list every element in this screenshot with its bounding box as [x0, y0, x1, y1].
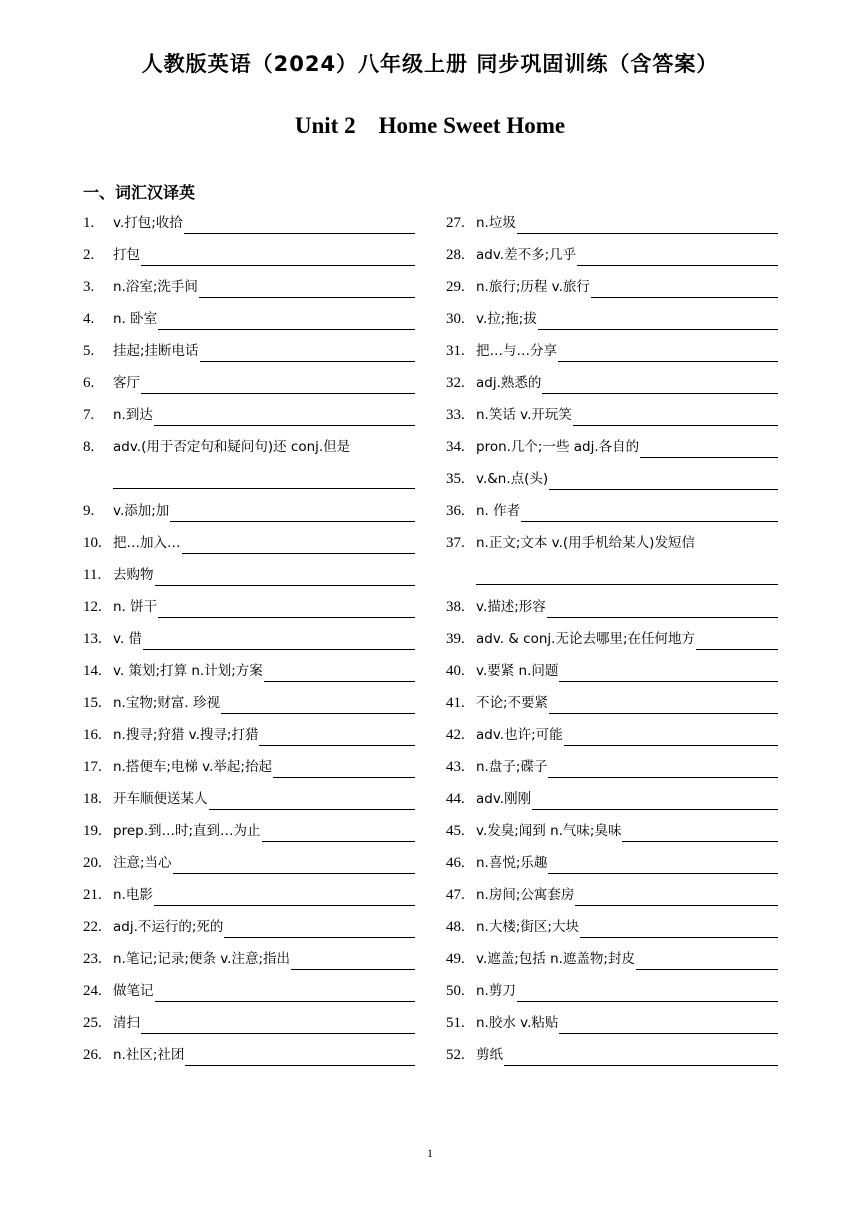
vocab-item — [83, 756, 415, 788]
item-content — [113, 244, 415, 266]
item-number: 11. — [83, 567, 102, 583]
item-content — [476, 788, 778, 810]
item-number: 27. — [446, 215, 465, 231]
item-number: 51. — [446, 1015, 465, 1031]
vocab-item — [446, 244, 778, 276]
section-heading: 一、词汇汉译英 — [83, 183, 196, 202]
answer-blank[interactable] — [262, 823, 415, 842]
vocab-item — [83, 788, 415, 820]
item-prompt: v.发臭;闻到 n.气味;臭味 — [476, 823, 622, 839]
item-content — [113, 628, 415, 650]
item-content — [113, 724, 415, 746]
item-number: 35. — [446, 471, 465, 487]
item-number: 12. — [83, 599, 102, 615]
answer-blank[interactable] — [521, 503, 778, 522]
item-number: 32. — [446, 375, 465, 391]
item-prompt: adv.差不多;几乎 — [476, 247, 577, 263]
item-prompt: n.搭便车;电梯 v.举起;抬起 — [113, 759, 272, 775]
vocab-item — [446, 820, 778, 852]
item-number: 45. — [446, 823, 465, 839]
vocab-item — [83, 308, 415, 340]
item-prompt: 挂起;挂断电话 — [113, 343, 199, 359]
item-prompt: v.遮盖;包括 n.遮盖物;封皮 — [476, 951, 635, 967]
answer-blank[interactable] — [141, 247, 415, 266]
item-prompt: 做笔记 — [113, 983, 154, 999]
item-number: 17. — [83, 759, 102, 775]
item-prompt: 清扫 — [113, 1015, 140, 1031]
item-content — [476, 308, 778, 330]
item-content — [476, 404, 778, 426]
item-prompt: n. 作者 — [476, 503, 521, 519]
item-content — [476, 340, 778, 362]
vocab-item — [83, 212, 415, 244]
item-number: 46. — [446, 855, 465, 871]
item-number: 14. — [83, 663, 102, 679]
item-prompt: n.笔记;记录;便条 v.注意;指出 — [113, 951, 291, 967]
item-prompt: prep.到…时;直到…为止 — [113, 823, 261, 839]
answer-blank[interactable] — [170, 503, 415, 522]
item-content — [113, 948, 415, 970]
vocab-item — [83, 884, 415, 916]
vocab-item — [446, 788, 778, 820]
item-prompt: v.&n.点(头) — [476, 471, 549, 487]
item-prompt: n.到达 — [113, 407, 153, 423]
item-prompt: n.旅行;历程 v.旅行 — [476, 279, 590, 295]
item-number: 13. — [83, 631, 102, 647]
item-number: 44. — [446, 791, 465, 807]
answer-blank[interactable] — [141, 375, 415, 394]
item-prompt: adv.(用于否定句和疑问句)还 conj.但是 — [113, 439, 351, 455]
item-number: 16. — [83, 727, 102, 743]
item-prompt: adj.熟悉的 — [476, 375, 542, 391]
item-content — [113, 564, 415, 586]
item-number: 37. — [446, 535, 465, 551]
answer-blank[interactable] — [547, 599, 778, 618]
vocab-item — [83, 1044, 415, 1076]
item-number: 30. — [446, 311, 465, 327]
item-number: 22. — [83, 919, 102, 935]
item-content — [476, 244, 778, 266]
item-number: 26. — [83, 1047, 102, 1063]
vocab-item — [446, 308, 778, 340]
vocab-item — [83, 852, 415, 884]
vocab-item — [446, 980, 778, 1012]
item-content — [113, 212, 415, 234]
answer-blank[interactable] — [532, 791, 778, 810]
item-content — [113, 436, 415, 458]
answer-blank[interactable] — [573, 407, 778, 426]
answer-blank[interactable] — [154, 887, 415, 906]
answer-blank[interactable] — [173, 855, 415, 874]
answer-blank[interactable] — [224, 919, 415, 938]
answer-blank[interactable] — [476, 564, 778, 585]
vocab-item — [446, 916, 778, 948]
vocab-item — [83, 276, 415, 308]
vocab-item — [446, 1044, 778, 1076]
item-content — [476, 500, 778, 522]
item-prompt: v.打包;收拾 — [113, 215, 183, 231]
item-number: 18. — [83, 791, 102, 807]
item-number: 52. — [446, 1047, 465, 1063]
item-prompt: v. 借 — [113, 631, 143, 647]
answer-blank[interactable] — [591, 279, 778, 298]
item-prompt: adv.刚刚 — [476, 791, 532, 807]
vocab-item — [446, 852, 778, 884]
item-number: 7. — [83, 407, 95, 423]
item-content — [113, 596, 415, 618]
item-content — [476, 276, 778, 298]
vocab-item — [446, 372, 778, 404]
vocab-item — [83, 628, 415, 660]
answer-blank[interactable] — [549, 471, 778, 490]
vocab-item — [83, 372, 415, 404]
item-content — [476, 596, 778, 618]
vocab-item — [83, 340, 415, 372]
answer-blank[interactable] — [158, 599, 415, 618]
item-content — [476, 532, 778, 554]
item-content — [476, 692, 778, 714]
item-prompt: n.笑话 v.开玩笑 — [476, 407, 572, 423]
vocab-item — [446, 948, 778, 980]
item-content — [113, 980, 415, 1002]
item-prompt: n.社区;社团 — [113, 1047, 185, 1063]
answer-blank[interactable] — [559, 663, 778, 682]
item-prompt: n.电影 — [113, 887, 153, 903]
item-content — [476, 884, 778, 906]
item-content — [476, 212, 778, 234]
vocab-item — [446, 340, 778, 372]
item-prompt: v.拉;拖;拔 — [476, 311, 537, 327]
item-number: 47. — [446, 887, 465, 903]
item-number: 40. — [446, 663, 465, 679]
item-prompt: 开车顺便送某人 — [113, 791, 208, 807]
answer-blank[interactable] — [504, 1047, 778, 1066]
item-prompt: 打包 — [113, 247, 140, 263]
item-prompt: v.描述;形容 — [476, 599, 546, 615]
item-number: 3. — [83, 279, 95, 295]
answer-blank[interactable] — [141, 1015, 415, 1034]
item-number: 1. — [83, 215, 95, 231]
answer-blank[interactable] — [580, 919, 778, 938]
item-prompt: v. 策划;打算 n.计划;方案 — [113, 663, 263, 679]
item-content — [113, 916, 415, 938]
item-prompt: n.搜寻;狩猎 v.搜寻;打猎 — [113, 727, 259, 743]
item-prompt: v.要紧 n.问题 — [476, 663, 559, 679]
vocab-item — [446, 212, 778, 244]
item-content — [476, 1044, 778, 1066]
answer-blank[interactable] — [143, 631, 415, 650]
item-content — [476, 1012, 778, 1034]
item-number: 24. — [83, 983, 102, 999]
right-column — [446, 212, 778, 1076]
item-content — [476, 468, 778, 490]
answer-blank[interactable] — [538, 311, 778, 330]
vocab-item — [446, 532, 778, 564]
item-number: 15. — [83, 695, 102, 711]
item-number: 4. — [83, 311, 95, 327]
item-number: 5. — [83, 343, 95, 359]
item-content — [113, 532, 415, 554]
page-title: 人教版英语（2024）八年级上册 同步巩固训练（含答案） — [141, 52, 719, 76]
item-prompt: n.房间;公寓套房 — [476, 887, 575, 903]
unit-title: Unit 2 Home Sweet Home — [294, 113, 566, 138]
item-content — [113, 340, 415, 362]
answer-blank[interactable] — [209, 791, 416, 810]
answer-blank[interactable] — [558, 343, 778, 362]
vocab-item — [83, 244, 415, 276]
item-content — [113, 308, 415, 330]
item-prompt: 剪纸 — [476, 1047, 503, 1063]
item-number: 28. — [446, 247, 465, 263]
item-prompt: n. 卧室 — [113, 311, 158, 327]
vocab-item — [446, 468, 778, 500]
item-prompt: n.浴室;洗手间 — [113, 279, 198, 295]
item-content — [113, 276, 415, 298]
item-prompt: pron.几个;一些 adj.各自的 — [476, 439, 640, 455]
answer-blank[interactable] — [564, 727, 778, 746]
item-content — [113, 852, 415, 874]
item-number: 19. — [83, 823, 102, 839]
item-number: 6. — [83, 375, 95, 391]
item-number: 23. — [83, 951, 102, 967]
item-number: 50. — [446, 983, 465, 999]
item-prompt: adv.也许;可能 — [476, 727, 563, 743]
answer-blank[interactable] — [154, 407, 415, 426]
item-number: 48. — [446, 919, 465, 935]
answer-blank[interactable] — [517, 983, 778, 1002]
vocab-item — [83, 948, 415, 980]
vocab-item — [83, 1012, 415, 1044]
answer-blank[interactable] — [636, 951, 778, 970]
item-content — [476, 948, 778, 970]
item-prompt: v.添加;加 — [113, 503, 170, 519]
item-prompt: 把…加入… — [113, 535, 181, 551]
answer-blank[interactable] — [548, 855, 778, 874]
vocab-item — [446, 596, 778, 628]
item-number: 49. — [446, 951, 465, 967]
vocab-item — [83, 820, 415, 852]
item-content — [476, 628, 778, 650]
item-content — [476, 372, 778, 394]
answer-blank[interactable] — [548, 759, 778, 778]
answer-blank[interactable] — [517, 215, 778, 234]
answer-blank[interactable] — [259, 727, 415, 746]
item-content — [476, 820, 778, 842]
answer-blank[interactable] — [199, 279, 415, 298]
vocab-item — [83, 532, 415, 564]
answer-blank[interactable] — [185, 1047, 415, 1066]
answer-blank[interactable] — [221, 695, 415, 714]
vocab-item — [446, 276, 778, 308]
vocab-item — [83, 564, 415, 596]
vocab-item — [446, 724, 778, 756]
item-content — [476, 980, 778, 1002]
item-content — [113, 756, 415, 778]
item-number: 25. — [83, 1015, 102, 1031]
vocab-item — [83, 660, 415, 692]
item-prompt: n.大楼;街区;大块 — [476, 919, 579, 935]
answer-blank[interactable] — [291, 951, 415, 970]
item-number: 39. — [446, 631, 465, 647]
answer-blank[interactable] — [184, 215, 415, 234]
item-prompt: n.垃圾 — [476, 215, 516, 231]
item-prompt: n.正文;文本 v.(用手机给某人)发短信 — [476, 535, 695, 551]
item-content — [113, 1012, 415, 1034]
vocab-item — [446, 660, 778, 692]
item-prompt: adv. & conj.无论去哪里;在任何地方 — [476, 631, 696, 647]
item-number: 29. — [446, 279, 465, 295]
vocab-item — [446, 1012, 778, 1044]
answer-blank[interactable] — [155, 983, 416, 1002]
item-prompt: n.喜悦;乐趣 — [476, 855, 548, 871]
answer-blank[interactable] — [200, 343, 415, 362]
answer-blank[interactable] — [622, 823, 778, 842]
answer-blank[interactable] — [113, 468, 415, 489]
item-number: 33. — [446, 407, 465, 423]
answer-blank[interactable] — [575, 887, 778, 906]
answer-blank[interactable] — [640, 439, 778, 458]
item-prompt: 去购物 — [113, 567, 154, 583]
item-prompt: n.宝物;财富. 珍视 — [113, 695, 220, 711]
answer-blank[interactable] — [559, 1015, 778, 1034]
answer-blank[interactable] — [273, 759, 415, 778]
item-content — [113, 692, 415, 714]
answer-blank[interactable] — [577, 247, 778, 266]
item-content — [476, 852, 778, 874]
item-number: 21. — [83, 887, 102, 903]
vocab-item — [83, 692, 415, 724]
left-column — [83, 212, 415, 1076]
item-content — [113, 660, 415, 682]
item-content — [113, 500, 415, 522]
answer-blank[interactable] — [264, 663, 415, 682]
item-content — [113, 788, 415, 810]
vocab-item — [83, 404, 415, 436]
item-content — [476, 436, 778, 458]
vocab-item — [446, 628, 778, 660]
item-number: 2. — [83, 247, 95, 263]
page-number: 1 — [427, 1146, 433, 1160]
vocab-item — [83, 500, 415, 532]
item-prompt: n.盘子;碟子 — [476, 759, 548, 775]
item-content — [476, 724, 778, 746]
item-prompt: adj.不运行的;死的 — [113, 919, 224, 935]
answer-blank[interactable] — [182, 535, 416, 554]
answer-blank[interactable] — [155, 567, 416, 586]
item-content — [476, 660, 778, 682]
vocab-item — [83, 980, 415, 1012]
item-number: 10. — [83, 535, 102, 551]
item-content — [113, 404, 415, 426]
item-number: 42. — [446, 727, 465, 743]
item-number: 38. — [446, 599, 465, 615]
item-prompt: n. 饼干 — [113, 599, 158, 615]
item-number: 36. — [446, 503, 465, 519]
item-prompt: 客厅 — [113, 375, 140, 391]
vocab-item — [446, 692, 778, 724]
item-prompt: 注意;当心 — [113, 855, 172, 871]
answer-line-continued — [446, 564, 778, 596]
item-content — [113, 884, 415, 906]
item-number: 43. — [446, 759, 465, 775]
answer-blank[interactable] — [158, 311, 415, 330]
answer-blank[interactable] — [549, 695, 778, 714]
item-content — [113, 372, 415, 394]
vocab-item — [83, 724, 415, 756]
item-number: 9. — [83, 503, 95, 519]
vocab-item — [446, 436, 778, 468]
item-prompt: 把…与…分享 — [476, 343, 557, 359]
answer-line-continued — [83, 468, 415, 500]
item-content — [476, 916, 778, 938]
item-content — [113, 1044, 415, 1066]
answer-blank[interactable] — [542, 375, 778, 394]
item-number: 8. — [83, 439, 95, 455]
item-content — [476, 756, 778, 778]
vocab-item — [83, 436, 415, 468]
item-number: 20. — [83, 855, 102, 871]
vocab-item — [446, 884, 778, 916]
item-prompt: 不论;不要紧 — [476, 695, 549, 711]
item-number: 41. — [446, 695, 465, 711]
item-number: 34. — [446, 439, 465, 455]
item-number: 31. — [446, 343, 465, 359]
answer-blank[interactable] — [696, 631, 778, 650]
item-content — [113, 820, 415, 842]
vocab-item — [446, 404, 778, 436]
vocab-item — [83, 916, 415, 948]
vocab-item — [446, 500, 778, 532]
item-prompt: n.剪刀 — [476, 983, 516, 999]
item-prompt: n.胶水 v.粘贴 — [476, 1015, 559, 1031]
vocab-item — [83, 596, 415, 628]
vocab-item — [446, 756, 778, 788]
